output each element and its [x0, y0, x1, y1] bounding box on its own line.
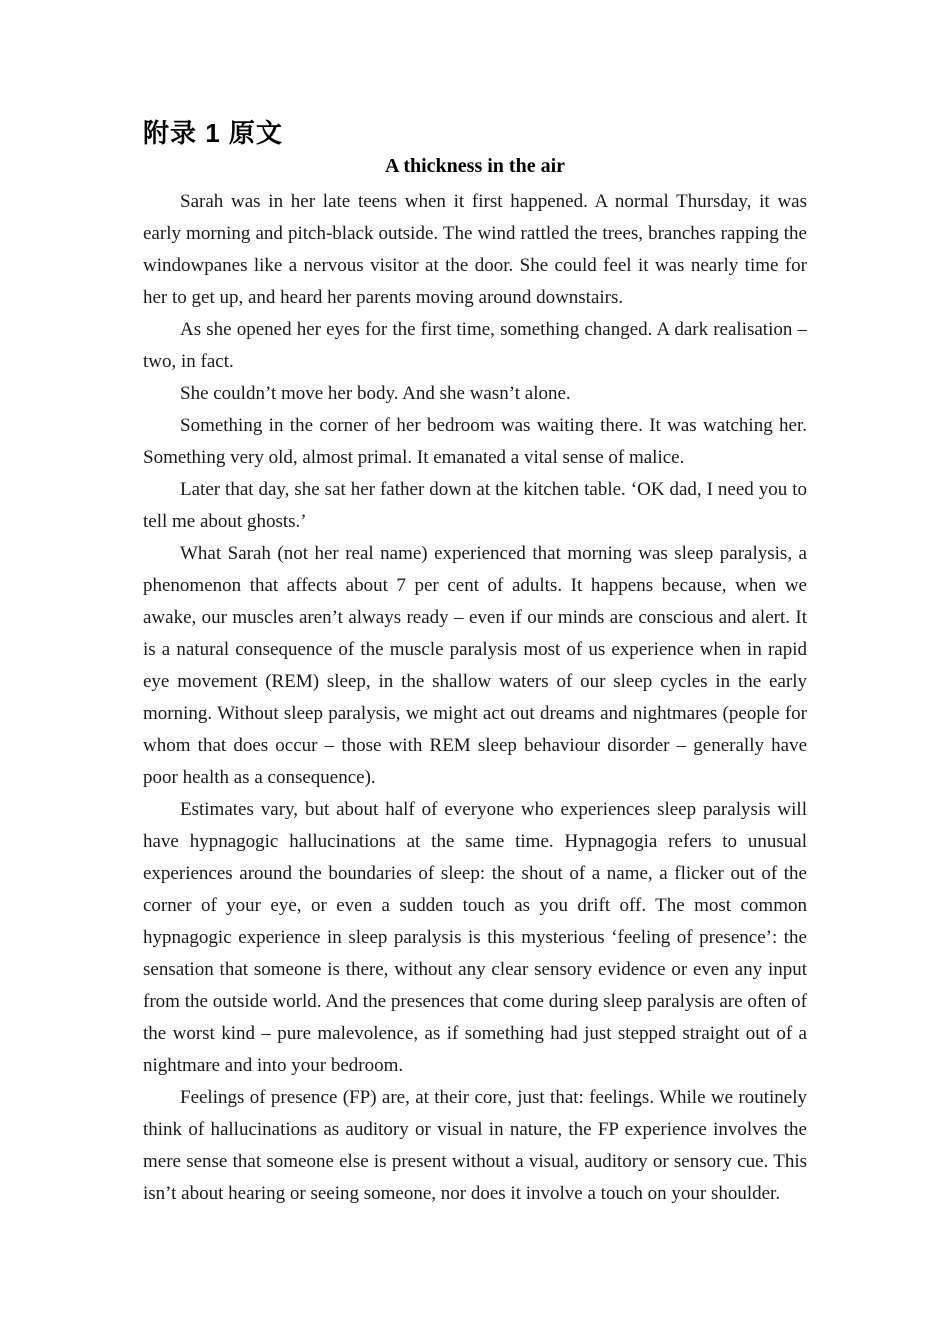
- paragraph: Later that day, she sat her father down at the kitchen table. ‘OK dad, I need you to tell me about ghosts.’: [143, 479, 807, 532]
- paragraph: Sarah was in her late teens when it first happened. A normal Thursday, it was early morning and pitch-black outside. The wind rattled the trees, branches rapping the windowpanes like a nervous visitor at the door. She could feel it was nearly time for her to get up, and heard her parents moving around downstairs.: [143, 191, 807, 308]
- article-title: A thickness in the air: [384, 155, 566, 177]
- paragraph: Estimates vary, but about half of everyone who experiences sleep paralysis will have hypnagogic hallucinations at the same time. Hypnagogia refers to unusual experiences around the boundaries of sleep: the shout of a name, a flicker out of the corner of your eye, or even a sudden touch as you drift off. The most common hypnagogic experience in sleep paralysis is this mysterious ‘feeling of presence’: the sensation that someone is there, without any clear sensory evidence or even any input from the outside world. And the presences that come during sleep paralysis are often of the worst kind – pure malevolence, as if something had just stepped straight out of a nightmare and into your bedroom.: [143, 799, 807, 1076]
- paragraph: She couldn’t move her body. And she wasn’t alone.: [180, 383, 571, 404]
- appendix-heading: 附录 1 原文: [143, 118, 283, 148]
- paragraph: What Sarah (not her real name) experienced that morning was sleep paralysis, a phenomenon that affects about 7 per cent of adults. It happens because, when we awake, our muscles aren’t always ready – even if our minds are conscious and alert. It is a natural consequence of the muscle paralysis most of us experience when in rapid eye movement (REM) sleep, in the shallow waters of our sleep cycles in the early morning. Without sleep paralysis, we might act out dreams and nightmares (people for whom that does occur – those with REM sleep behaviour disorder – generally have poor health as a consequence).: [143, 543, 807, 788]
- paragraph: Feelings of presence (FP) are, at their core, just that: feelings. While we routinely think of hallucinations as auditory or visual in nature, the FP experience involves the mere sense that someone else is present without a visual, auditory or sensory cue. This isn’t about hearing or seeing someone, nor does it involve a touch on your shoulder.: [143, 1087, 807, 1204]
- paragraph: Something in the corner of her bedroom was waiting there. It was watching her. Something very old, almost primal. It emanated a vital sense of malice.: [143, 415, 807, 468]
- paragraph: As she opened her eyes for the first time, something changed. A dark realisation – two, in fact.: [143, 319, 807, 372]
- article-body: [143, 186, 807, 1210]
